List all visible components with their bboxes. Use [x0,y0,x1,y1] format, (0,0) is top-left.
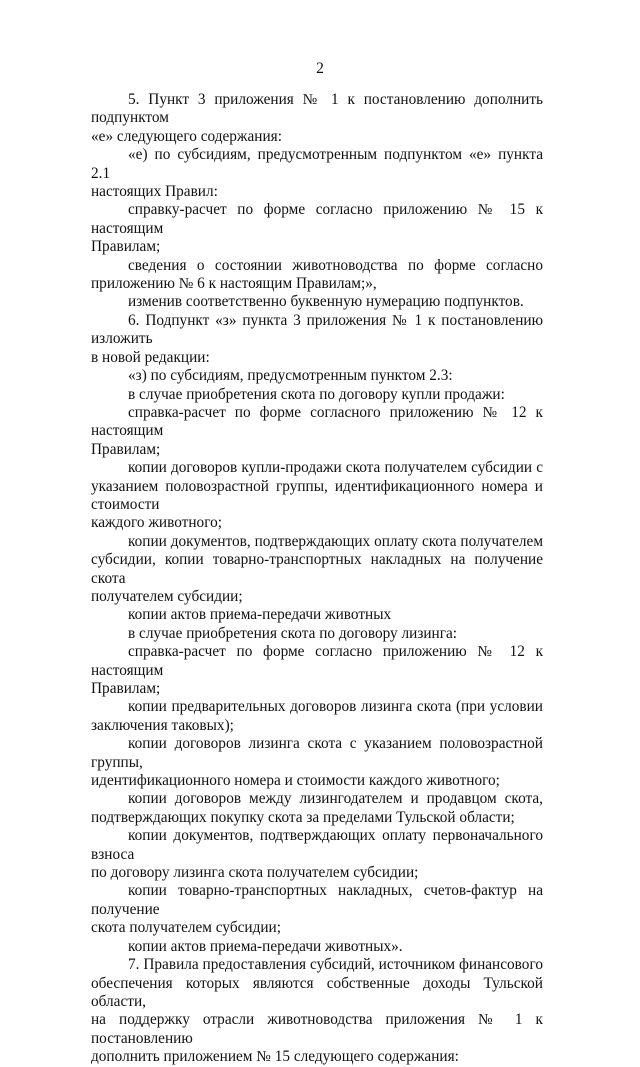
paragraph-line: копии предварительных договоров лизинга скота (при условии [128,698,543,716]
paragraph-line: сведения о состоянии животноводства по форме согласно [128,256,543,274]
paragraph-line: дополнить приложением № 15 следующего содержания: [91,1048,459,1066]
paragraph-line: приложению № 6 к настоящим Правилам;», [91,275,377,293]
paragraph-line: подтверждающих покупку скота за пределами Тульской области; [91,808,515,826]
paragraph-line: копии договоров купли-продажи скота получателем субсидии с [128,459,543,477]
paragraph-line: заключения таковых); [91,716,234,734]
paragraph [91,643,543,698]
paragraph [91,91,543,146]
paragraph [91,625,543,643]
paragraph [91,459,543,533]
paragraph [91,404,543,459]
paragraph [91,146,543,201]
paragraph-line: копии товарно-транспортных накладных, счетов-фактур на получение [91,882,543,918]
paragraph-line: настоящих Правил: [91,183,218,201]
paragraph [91,956,543,1066]
paragraph-line: 7. Правила предоставления субсидий, источником финансового [128,956,543,974]
paragraph-line: по договору лизинга скота получателем субсидии; [91,864,419,882]
document-body [91,91,543,1067]
paragraph [91,367,543,385]
paragraph-line: Правилам; [91,680,161,697]
paragraph-line: получателем субсидии; [91,587,243,605]
paragraph-line: 5. Пункт 3 приложения № 1 к постановлению дополнить подпунктом [91,91,543,127]
paragraph-line: копии документов, подтверждающих оплату скота получателем [128,532,543,550]
paragraph [91,827,543,882]
paragraph-line: идентификационного номера и стоимости каждого животного; [91,772,500,790]
paragraph [91,386,543,404]
paragraph-line: Правилам; [91,440,161,458]
paragraph [91,312,543,367]
page-number: 2 [316,60,324,77]
paragraph-line: копии договоров лизинга скота с указанием половозрастной группы, [91,735,543,771]
paragraph-line: каждого животного; [91,514,222,532]
paragraph-line: «з) по субсидиям, предусмотренным пунктом 2.3: [128,367,453,385]
paragraph-line: «е) по субсидиям, предусмотренным подпунктом «е» пункта 2.1 [91,146,543,182]
paragraph-line: справку-расчет по форме согласно приложению № 15 к настоящим [91,201,543,237]
paragraph [91,698,543,735]
paragraph-line: субсидии, копии товарно-транспортных накладных на получение скота [91,551,543,587]
paragraph [91,606,543,624]
paragraph-line: в случае приобретения скота по договору лизинга: [128,624,458,642]
paragraph-line: обеспечения которых являются собственные доходы Тульской области, [91,974,543,1010]
paragraph-line: копии актов приема-передачи животных [128,606,392,624]
paragraph-line: копии актов приема-передачи животных». [128,937,403,955]
paragraph-line: справка-расчет по форме согласно приложению № 12 к настоящим [91,643,543,679]
paragraph-line: копии договоров между лизингодателем и продавцом скота, [128,790,543,808]
paragraph [91,257,543,294]
paragraph-line: на поддержку отрасли животноводства приложения № 1 к постановлению [91,1011,543,1047]
paragraph [91,735,543,790]
paragraph [91,533,543,607]
paragraph [91,201,543,256]
paragraph-line: в новой редакции: [91,348,210,366]
paragraph [91,790,543,827]
paragraph-line: «е» следующего содержания: [91,127,282,145]
paragraph-line: скота получателем субсидии; [91,919,281,937]
paragraph-line: Правилам; [91,238,161,256]
paragraph-line: справка-расчет по форме согласного приложению № 12 к настоящим [91,403,543,440]
paragraph [91,938,543,956]
paragraph-line: в случае приобретения скота по договору купли продажи: [128,385,505,403]
paragraph-line: изменив соответственно буквенную нумерацию подпунктов. [128,293,524,311]
paragraph [91,293,543,311]
paragraph-line: 6. Подпункт «з» пункта 3 приложения № 1 к постановлению изложить [91,311,543,348]
paragraph-line: указанием половозрастной группы, идентификационного номера и стоимости [91,477,543,513]
paragraph [91,882,543,937]
paragraph-line: копии документов, подтверждающих оплату первоначального взноса [91,827,543,863]
